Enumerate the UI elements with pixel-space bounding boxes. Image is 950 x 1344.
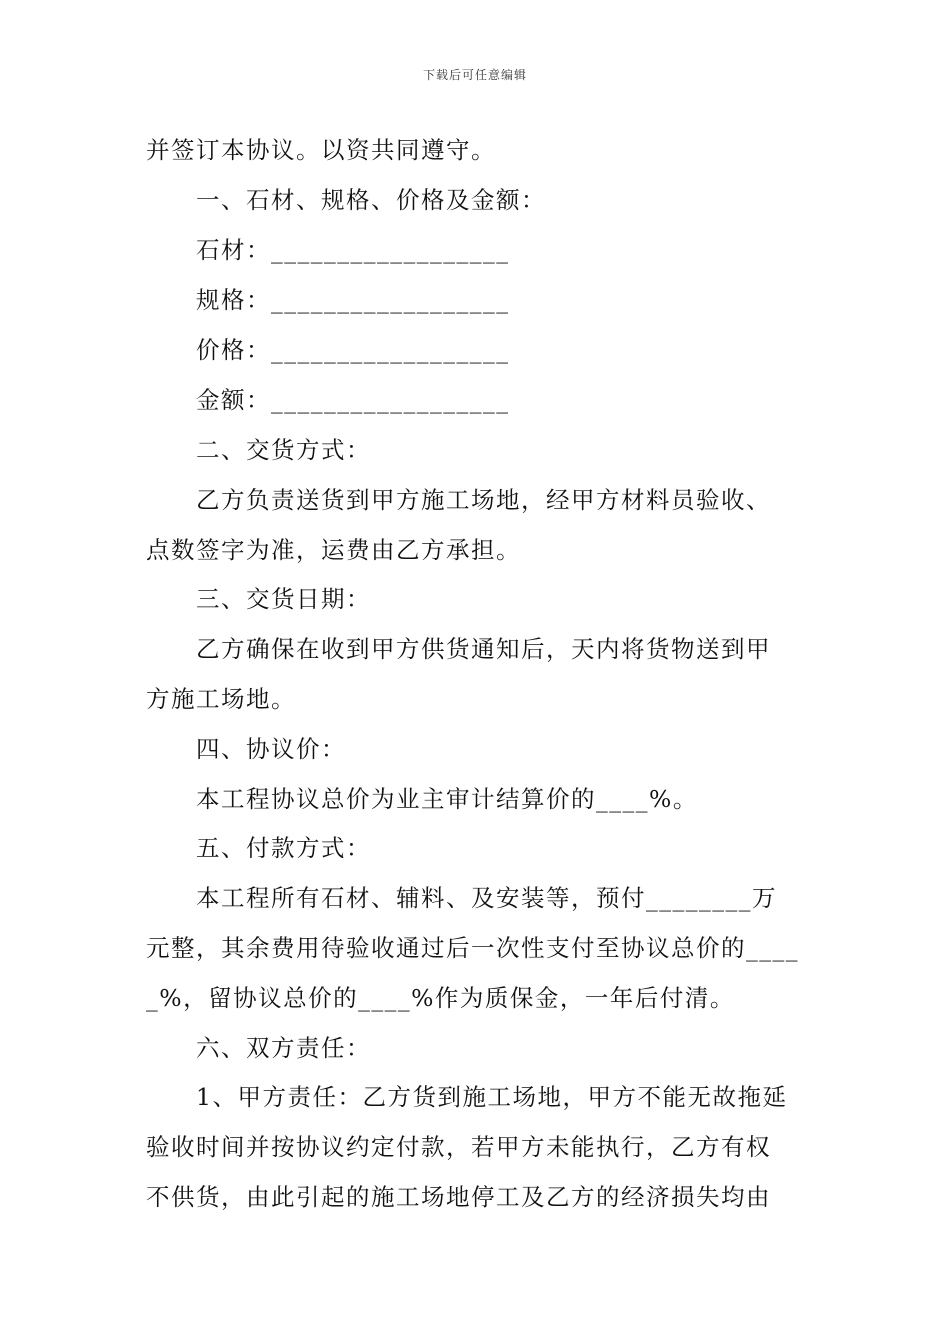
section-heading: 一、石材、规格、价格及金额： [196,186,546,214]
section-heading: 六、双方责任： [196,1034,371,1062]
body-line: 1、甲方责任：乙方货到施工场地，甲方不能无故拖延 [196,1083,788,1111]
section-heading: 五、付款方式： [196,834,371,862]
body-line: 不供货，由此引起的施工场地停工及乙方的经济损失均由 [146,1183,771,1211]
section-heading: 四、协议价： [196,735,346,763]
body-line: 元整，其余费用待验收通过后一次性支付至协议总价的____ [146,934,799,962]
section-heading: 二、交货方式： [196,436,371,464]
form-field-spec: 规格：__________________ [196,286,510,314]
body-line: 验收时间并按协议约定付款，若甲方未能执行，乙方有权 [146,1133,771,1161]
form-field-price: 价格：__________________ [196,336,510,364]
page-header: 下载后可任意编辑 [422,68,527,82]
body-line: 并签订本协议。以资共同遵守。 [146,136,496,164]
body-line: 方施工场地。 [146,685,296,713]
form-field-stone: 石材：__________________ [196,236,510,264]
body-line: 乙方确保在收到甲方供货通知后，天内将货物送到甲 [196,635,771,663]
body-line: 乙方负责送货到甲方施工场地，经甲方材料员验收、 [196,486,771,514]
body-line: 本工程所有石材、辅料、及安装等，预付________万 [196,884,777,912]
body-line: 本工程协议总价为业主审计结算价的____%。 [196,785,698,813]
body-line: 点数签字为准，运费由乙方承担。 [146,536,521,564]
body-line: _%，留协议总价的____%作为质保金，一年后付清。 [146,984,735,1012]
section-heading: 三、交货日期： [196,585,371,613]
form-field-amount: 金额：__________________ [196,386,510,414]
